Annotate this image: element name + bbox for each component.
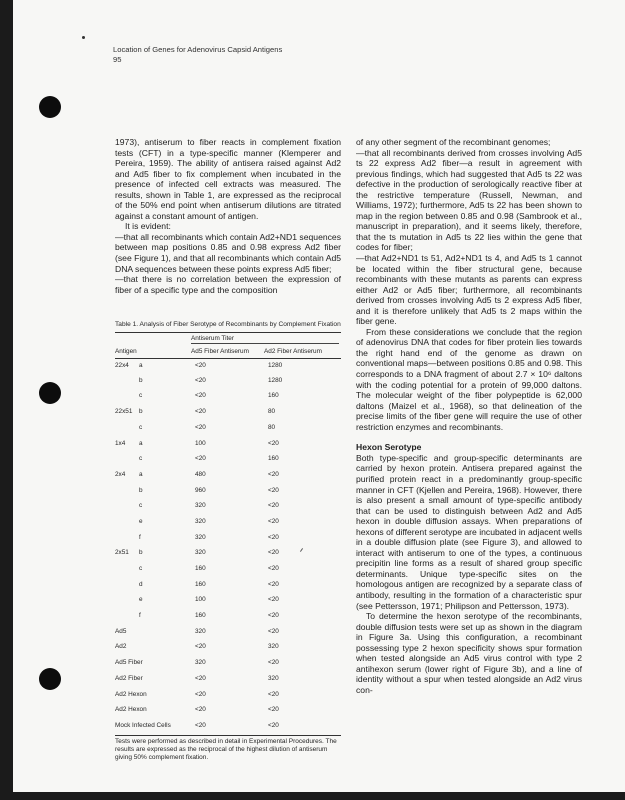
antigen-name: Ad5 (115, 627, 127, 635)
paragraph: To determine the hexon serotype of the recombinants, double diffusion tests were set up as shown in the diagram in Figure 3a. Using this configuration, a recombinant possessing type 2 hexon specificity shows spur formation when tested alongside an Ad5 virus control with type 2 antihexon serum (lower right of Figure 3b), and a line of identity without a spur when tested alongside an Ad2 virus con- (356, 611, 582, 695)
ad5-titer: 320 (195, 517, 206, 525)
ad2-titer: <20 (268, 439, 279, 447)
paragraph: —that all recombinants derived from crosses involving Ad5 ts 22 express Ad2 fiber—a result in agreement with previous findings, which had suggested that Ad5 ts 22 was defective in the production of serologically reactive fiber at the restrictive temperature (Russell, Newman, and Williams, 1972); furthermore, Ad5 ts 22 has been shown to map in the region between 0.85 and 0.98 (Sambrook et al., manuscript in preparation), and it seems likely, therefore, that the ts mutation in Ad5 ts 22 lies within the gene that codes for fiber; (356, 147, 582, 253)
antigen-cell (115, 718, 191, 734)
antigen-name: 22x51 (115, 408, 133, 416)
ad2-titer: 80 (268, 423, 276, 431)
ad2-titer: <20 (268, 627, 279, 635)
table-row (115, 435, 341, 451)
paragraph: 1973), antiserum to fiber reacts in complement fixation tests (CFT) in a type-specific manner (Klemperer and Pereira, 1959). The ability of antisera raised against Ad2 and Ad5 fiber to fix complement when incubated in the presence of infected cell extracts was measured. The results, shown in Table 1, are expressed as the reciprocal of the 50% end point when antiserum dilutions are titrated against a constant amount of antigen. (115, 137, 341, 221)
antigen-cell (115, 702, 191, 718)
paragraph: —that there is no correlation between the expression of fiber of a specific type and the composition (115, 274, 341, 295)
antigen-cell (115, 514, 191, 530)
ad5-titer: 320 (195, 627, 206, 635)
ad5-titer: 320 (195, 533, 206, 541)
antigen-cell (115, 529, 191, 545)
antigen-name: Mock Infected Cells (115, 721, 171, 729)
ad2-titer: <20 (268, 580, 279, 588)
antigen-name: 2x4 (115, 470, 126, 478)
ad2-titer: <20 (268, 612, 279, 620)
table-row (115, 359, 341, 373)
ad5-antiserum-header: Ad5 Fiber Antiserum (191, 345, 264, 359)
antigen-isolate: f (139, 533, 141, 541)
page-number: 95 (113, 55, 122, 64)
antigen-cell (115, 482, 191, 498)
antigen-isolate: a (139, 470, 143, 478)
table-row (115, 372, 341, 388)
ad2-titer: <20 (268, 549, 279, 557)
table-row (115, 388, 341, 404)
ad5-titer: <20 (195, 376, 206, 384)
antigen-isolate: d (139, 580, 143, 588)
table-row (115, 639, 341, 655)
paragraph: It is evident: (125, 221, 171, 232)
antigen-name: 22x4 (115, 362, 129, 370)
ad2-titer: 320 (268, 643, 279, 651)
antigen-isolate: a (139, 439, 143, 447)
ad5-titer: <20 (195, 690, 206, 698)
punch-hole (39, 668, 61, 690)
running-head-title: Location of Genes for Adenovirus Capsid Antigens (113, 45, 283, 54)
table-row (115, 592, 341, 608)
antigen-cell (115, 451, 191, 467)
antigen-name: Ad2 (115, 643, 127, 651)
table-row (115, 655, 341, 671)
ad2-titer: <20 (268, 596, 279, 604)
ad2-titer: <20 (268, 706, 279, 714)
ad2-titer: <20 (268, 533, 279, 541)
antigen-isolate: f (139, 612, 141, 620)
punch-hole (39, 96, 61, 118)
antigen-cell (115, 686, 191, 702)
table-row (115, 451, 341, 467)
ad2-titer: 160 (268, 455, 279, 463)
antigen-isolate: b (139, 486, 143, 494)
ad5-titer: 480 (195, 470, 206, 478)
antigen-cell (115, 467, 191, 483)
journal-page (13, 0, 625, 792)
table-row (115, 561, 341, 577)
section-heading: Hexon Serotype (356, 442, 422, 453)
antigen-cell (115, 655, 191, 671)
antigen-isolate: c (139, 455, 143, 463)
antigen-header: Antigen (115, 345, 191, 359)
table-1 (115, 321, 341, 762)
antigen-cell (115, 498, 191, 514)
antigen-cell (115, 545, 191, 561)
table-row (115, 498, 341, 514)
ad5-titer: 960 (195, 486, 206, 494)
antigen-cell (115, 592, 191, 608)
antigen-isolate: c (139, 502, 143, 510)
table-row (115, 467, 341, 483)
ad5-titer: <20 (195, 455, 206, 463)
ad2-titer: 1280 (268, 362, 283, 370)
antigen-cell (115, 372, 191, 388)
running-head (113, 45, 282, 65)
antigen-isolate: b (139, 376, 143, 384)
antigen-cell (115, 419, 191, 435)
antigen-isolate: c (139, 392, 143, 400)
ad2-titer: <20 (268, 486, 279, 494)
table-row (115, 608, 341, 624)
antigen-isolate: c (139, 565, 143, 572)
paragraph: of any other segment of the recombinant genomes; (356, 137, 551, 147)
antigen-isolate: e (139, 517, 143, 525)
ad5-titer: 160 (195, 565, 206, 572)
ad2-titer: <20 (268, 565, 279, 572)
ad2-antiserum-header: Ad2 Fiber Antiserum (264, 345, 341, 359)
table-row (115, 545, 341, 561)
ad5-titer: <20 (195, 362, 206, 370)
ad5-titer: <20 (195, 408, 206, 416)
punch-hole (39, 382, 61, 404)
antigen-isolate: b (139, 549, 143, 557)
antigen-cell (115, 359, 191, 373)
table-row (115, 702, 341, 718)
table-row (115, 670, 341, 686)
antigen-cell (115, 608, 191, 624)
antigen-cell (115, 623, 191, 639)
table-footnote: Tests were performed as described in detail in Experimental Procedures. The results are expressed as the reciprocal of the highest dilution of antiserum giving 50% complement fixation. (115, 735, 341, 762)
table-row (115, 514, 341, 530)
antigen-cell (115, 388, 191, 404)
ad2-titer: <20 (268, 721, 279, 729)
antigen-isolate: e (139, 596, 143, 604)
table-row (115, 718, 341, 734)
ad2-titer: 160 (268, 392, 279, 400)
paragraph: From these considerations we conclude that the region of adenovirus DNA that codes for fiber protein lies towards the right hand end of the genome as drawn on conventional maps—between positions 0.85 and 0.98. This corresponds to a DNA fragment of about 2.7 × 10⁶ daltons with the coding potential for a protein of 99,000 daltons. The molecular weight of the fiber polypeptide is 62,000 daltons (Maizel et al., 1968), so that delineation of the precise limits of the fiber gene will require the use of other restriction enzymes and recombinants. (356, 326, 582, 432)
antigen-name: Ad2 Fiber (115, 674, 143, 682)
ad5-titer: 160 (195, 580, 206, 588)
antiserum-titer-header: Antiserum Titer (191, 335, 339, 344)
ad2-titer: 1280 (268, 376, 283, 384)
table-row (115, 623, 341, 639)
ad2-titer: <20 (268, 517, 279, 525)
ad2-titer: <20 (268, 502, 279, 510)
antigen-name: Ad2 Hexon (115, 690, 147, 698)
ad5-titer: 320 (195, 659, 206, 667)
titer-table (115, 333, 341, 733)
paragraph: Both type-specific and group-specific determinants are carried by hexon protein. Antisera prepared against the purified protein react in a predominantly group-specific manner in CFT (Kjellen and Pereira, 1968). However, there is also present a small amount of type-specific antibody that can be used to distinguish between Ad2 and Ad5 hexon in double diffusion assays. When preparations of hexons of different serotype are incubated in adjacent wells in a double diffusion plate (see Figure 3), and allowed to interact with antiserum to one of the types, a continuous precipitin line forms as a result of shared group specific determinants. Unique type-specific sites on the homologous antigen are recognized by a separate class of antibody, resulting in the formation of a characteristic spur (see Pettersson, 1971; Philipson and Pettersson, 1973). (356, 452, 582, 611)
antigen-cell (115, 670, 191, 686)
ad5-titer: 100 (195, 439, 206, 447)
table-row (115, 404, 341, 420)
ad5-titer: <20 (195, 423, 206, 431)
ad2-titer: <20 (268, 690, 279, 698)
antigen-cell (115, 639, 191, 655)
ad5-titer: <20 (195, 706, 206, 714)
antigen-isolate: c (139, 423, 143, 431)
ad2-titer: <20 (268, 659, 279, 667)
antigen-isolate: a (139, 362, 143, 370)
ad5-titer: 160 (195, 612, 206, 620)
antigen-name: 1x4 (115, 439, 126, 447)
antigen-isolate: b (139, 408, 143, 416)
table-row (115, 419, 341, 435)
table-row (115, 686, 341, 702)
antigen-name: Ad2 Hexon (115, 706, 147, 714)
ad5-titer: 320 (195, 502, 206, 510)
ad5-titer: <20 (195, 643, 206, 651)
table-caption: Table 1. Analysis of Fiber Serotype of Recombinants by Complement Fixation (115, 321, 341, 333)
right-column (356, 137, 582, 695)
ad5-titer: <20 (195, 721, 206, 729)
antigen-name: 2x51 (115, 549, 129, 557)
antigen-cell (115, 404, 191, 420)
ad5-titer: 320 (195, 549, 206, 557)
paragraph: —that all recombinants which contain Ad2+ND1 sequences between map positions 0.85 and 0.98 express Ad2 fiber (see Figure 1), and that all recombinants which contain Ad5 DNA sequences between these points express Ad5 fiber; (115, 231, 341, 274)
ad2-titer: 80 (268, 408, 276, 416)
table-row (115, 576, 341, 592)
paragraph: —that Ad2+ND1 ts 51, Ad2+ND1 ts 4, and Ad5 ts 1 cannot be located within the fiber structural gene, because recombinants with these mutants as parents can express either Ad2 or Ad5 fiber; furthermore, all recombinants derived from crosses involving Ad5 ts 2 express Ad5 fiber, and it is therefore unlikely that Ad5 ts 2 maps within the fiber gene. (356, 253, 582, 327)
ad2-titer: 320 (268, 674, 279, 682)
antigen-name: Ad5 Fiber (115, 659, 143, 667)
antigen-cell (115, 435, 191, 451)
ad5-titer: <20 (195, 674, 206, 682)
table-row (115, 529, 341, 545)
table-row (115, 482, 341, 498)
ad5-titer: <20 (195, 392, 206, 400)
ad2-titer: <20 (268, 470, 279, 478)
antigen-cell (115, 576, 191, 592)
scan-speck (82, 36, 85, 39)
left-column (115, 137, 341, 295)
ad5-titer: 100 (195, 596, 206, 604)
antigen-cell (115, 561, 191, 577)
